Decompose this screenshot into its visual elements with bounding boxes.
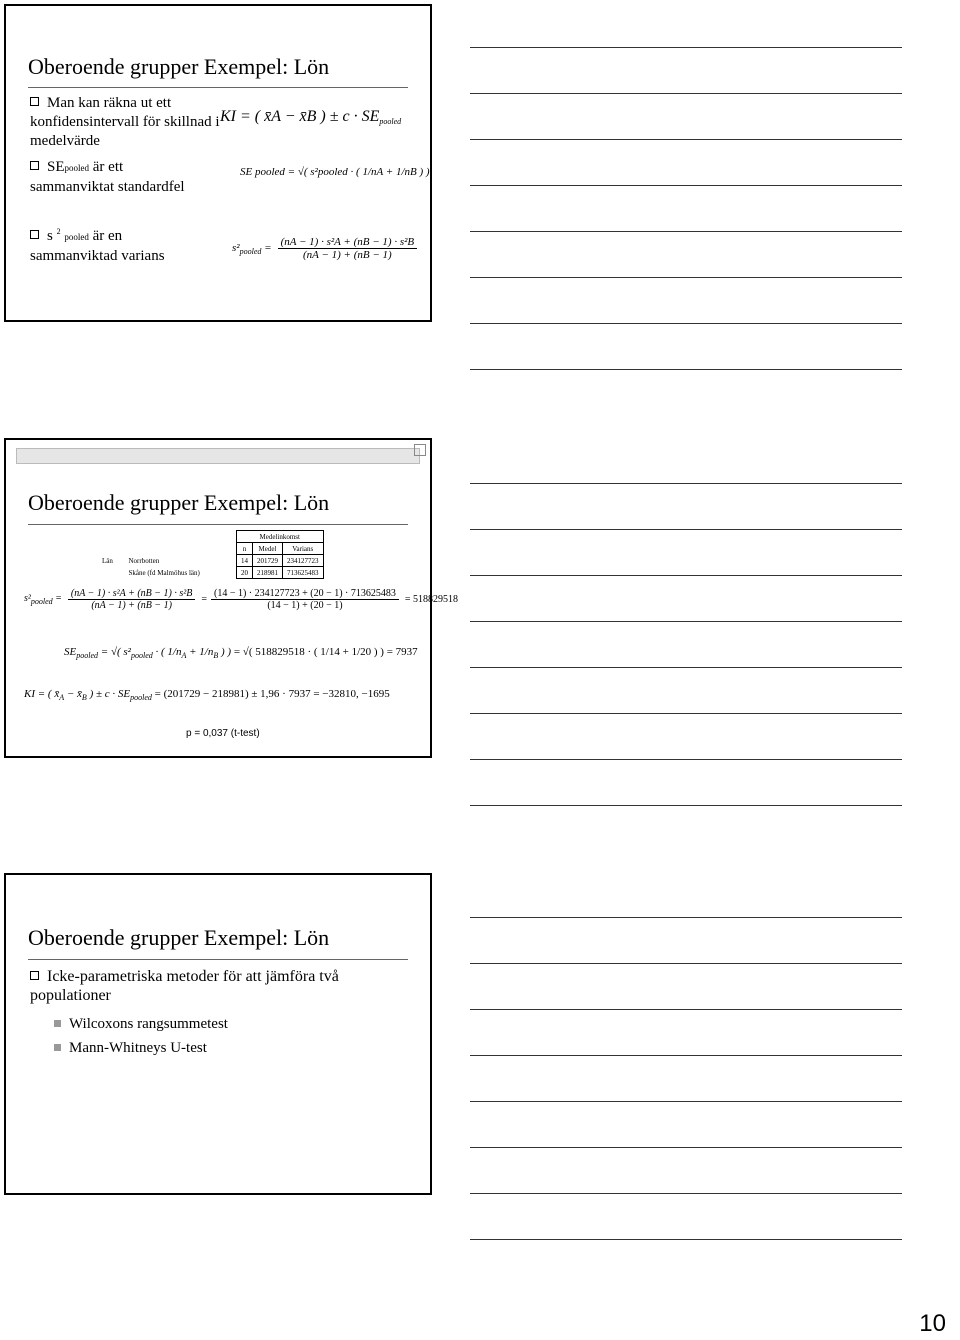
note-lines-3 bbox=[470, 917, 902, 1240]
formula-se-pooled: SE pooled = √( s²pooled · ( 1/nA + 1/nB ) ) bbox=[240, 166, 430, 178]
note-lines-1 bbox=[470, 47, 902, 370]
bullet-1: Icke-parametriska metoder för att jämföra två populationer bbox=[30, 968, 339, 1004]
square-bullet-icon bbox=[30, 97, 39, 106]
slide-2-title: Oberoende grupper Exempel: Lön bbox=[28, 490, 330, 515]
slide-3 bbox=[4, 873, 432, 1195]
bullet-1: Man kan räkna ut ett konfidensintervall för skillnad i medelvärde bbox=[30, 95, 220, 149]
square-bullet-icon bbox=[30, 230, 39, 239]
bullet-3: s $^2$ pooled är en sammanviktad varians bbox=[30, 227, 165, 264]
slide-1-title: Oberoende grupper Exempel: Lön bbox=[28, 54, 330, 79]
header-bar bbox=[16, 448, 420, 464]
subbullet-1: Wilcoxons rangsummetest bbox=[54, 1015, 228, 1034]
slide-1 bbox=[4, 4, 432, 322]
subbullet-2: Mann-Whitneys U-test bbox=[54, 1039, 207, 1058]
square-filled-bullet-icon bbox=[54, 1044, 61, 1051]
formula-s2-pooled: $s^2_{pooled}$ = $\frac{\text{(nA − 1) · s²A + (nB − 1) · s²B}}{(nA - 1) + (nB - 1)}$ bbox=[232, 236, 417, 261]
page-number: 10 bbox=[919, 1310, 946, 1337]
slide-2 bbox=[4, 438, 459, 758]
equation-se-pooled: $SE_{pooled}$ = √( $s^2_{pooled}$ · ( $1/n_A + 1/n_B$ ) ) = √( 518829518 · ( 1/14 + 1/20 ) ) = 7937 bbox=[64, 646, 418, 660]
table-row: Skåne (fd Malmöhus län) 20 218981 713625483 bbox=[98, 567, 323, 579]
formula-ki: KI = ( x̄A − x̄B ) ± $c \cdot SE_{pooled}$ bbox=[220, 108, 402, 126]
title-rule bbox=[28, 959, 408, 960]
group-header: Medelinkomst bbox=[237, 531, 324, 543]
corner-box bbox=[414, 444, 426, 456]
title-rule bbox=[28, 87, 408, 88]
bullet-2: SEpooled är ett sammanviktat standardfel bbox=[30, 159, 185, 195]
income-table: Medelinkomst n Medel Varians Län Norrbotten 14 201729 234127723 Skåne (fd Malmöhus län) 20 218981 713625483 bbox=[98, 530, 324, 579]
title-rule bbox=[28, 524, 408, 525]
p-value: p = 0,037 (t-test) bbox=[186, 728, 260, 739]
equation-pooled-variance: $s^2_{pooled}$ = $\frac{\text{(nA − 1) · s²A + (nB − 1) · s²B}}{(nA - 1) + (nB - 1)}$ = $\frac{(14 - 1) \cdot 234127723 + (20 - 1) \cdot 713625483}{(14 - 1) + (20 - 1)}$ = 518829518 bbox=[24, 588, 459, 611]
slide-3-title: Oberoende grupper Exempel: Lön bbox=[28, 925, 330, 950]
square-filled-bullet-icon bbox=[54, 1020, 61, 1027]
note-lines-2 bbox=[470, 483, 902, 806]
square-bullet-icon bbox=[30, 971, 39, 980]
equation-ki: KI = ( $x̄_A$ − $x̄_B$ ) ± $c \cdot SE_{pooled} = (201729 - 218981) \pm 1,96 \cdot 7937 = -32810$, −1695 bbox=[24, 688, 390, 702]
table-row: Län Norrbotten 14 201729 234127723 bbox=[98, 555, 323, 567]
square-bullet-icon bbox=[30, 161, 39, 170]
